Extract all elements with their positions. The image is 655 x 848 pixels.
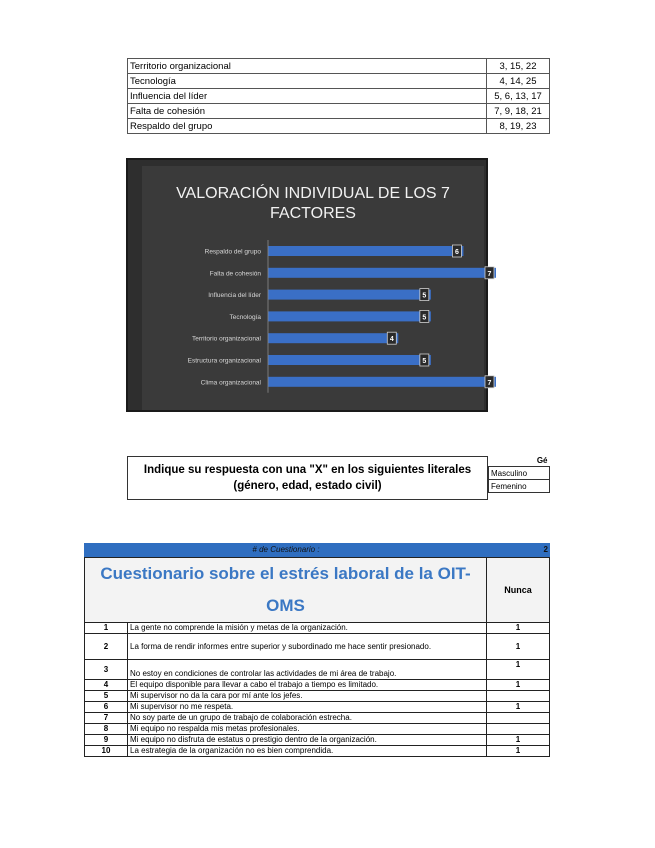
answer-nunca[interactable]: 1 [487, 735, 550, 746]
factor-items: 8, 19, 23 [487, 119, 550, 134]
question-number: 8 [85, 724, 128, 735]
answer-nunca[interactable]: 1 [487, 702, 550, 713]
category-label: Tecnología [229, 313, 261, 321]
data-label: 7 [487, 379, 492, 387]
data-label: 5 [422, 292, 427, 300]
factor-name: Influencia del líder [128, 89, 487, 104]
question-row [85, 691, 550, 702]
question-text: Mi equipo no disfruta de estatus o prestigio dentro de la organización. [128, 735, 487, 746]
question-row [85, 702, 550, 713]
question-text: Mi equipo no respalda mis metas profesionales. [128, 724, 487, 735]
bar [268, 268, 496, 278]
question-number: 5 [85, 691, 128, 702]
questionnaire-table [84, 557, 550, 757]
question-number: 1 [85, 623, 128, 634]
data-label: 7 [487, 270, 492, 278]
question-text: Mi supervisor no da la cara por mí ante los jefes. [128, 691, 487, 702]
genero-table [488, 454, 550, 493]
question-row [85, 713, 550, 724]
question-text: Mi supervisor no me respeta. [128, 702, 487, 713]
question-row [85, 746, 550, 757]
category-label: Influencia del líder [208, 292, 261, 300]
indique-box [127, 456, 488, 500]
question-text: La gente no comprende la misión y metas de la organización. [128, 623, 487, 634]
bar [268, 377, 496, 387]
factor-row [128, 59, 550, 74]
questionnaire-number-bar [84, 543, 550, 557]
question-number: 9 [85, 735, 128, 746]
answer-nunca[interactable] [487, 713, 550, 724]
answer-nunca[interactable]: 1 [487, 680, 550, 691]
answer-nunca[interactable]: 1 [487, 660, 550, 680]
bar [268, 355, 431, 365]
category-label: Estructura organizacional [187, 357, 261, 365]
factor-name: Tecnología [128, 74, 487, 89]
factor-items: 7, 9, 18, 21 [487, 104, 550, 119]
bar [268, 290, 431, 300]
factor-table [127, 58, 550, 134]
bar [268, 311, 431, 321]
indique-line1: Indique su respuesta con una "X" en los siguientes literales [143, 464, 472, 476]
bar [268, 246, 463, 256]
category-label: Territorio organizacional [191, 335, 261, 343]
bar-chart [142, 166, 492, 410]
questionnaire-title: Cuestionario sobre el estrés laboral de la OIT-OMS [85, 558, 487, 623]
factor-row [128, 119, 550, 134]
question-row [85, 724, 550, 735]
genero-option-femenino[interactable]: Femenino [489, 480, 550, 493]
factor-name: Falta de cohesión [128, 104, 487, 119]
question-row [85, 680, 550, 691]
question-number: 6 [85, 702, 128, 713]
factor-items: 4, 14, 25 [487, 74, 550, 89]
question-text: El equipo disponible para llevar a cabo el trabajo a tiempo es limitado. [128, 680, 487, 691]
category-label: Falta de cohesión [209, 270, 261, 278]
data-label: 5 [422, 314, 427, 322]
answer-nunca[interactable] [487, 691, 550, 702]
column-nunca: Nunca [487, 558, 550, 623]
genero-header: Gé [489, 454, 550, 467]
question-number: 2 [85, 634, 128, 660]
chart-title-line2: FACTORES [270, 205, 356, 222]
chart-area [142, 166, 492, 410]
question-number: 10 [85, 746, 128, 757]
genero-option-masculino[interactable]: Masculino [489, 467, 550, 480]
data-label: 5 [422, 358, 427, 365]
question-row [85, 634, 550, 660]
question-text: No soy parte de un grupo de trabajo de colaboración estrecha. [128, 713, 487, 724]
indique-line2: (género, edad, estado civil) [233, 480, 382, 492]
factor-name: Respaldo del grupo [128, 119, 487, 134]
factor-row [128, 74, 550, 89]
factor-row [128, 89, 550, 104]
question-text: No estoy en condiciones de controlar las actividades de mi área de trabajo. [128, 660, 487, 680]
category-label: Respaldo del grupo [204, 248, 261, 256]
factor-name: Territorio organizacional [128, 59, 487, 74]
answer-nunca[interactable]: 1 [487, 746, 550, 757]
questionnaire-number-label: # de Cuestionario : [252, 545, 320, 554]
question-number: 7 [85, 713, 128, 724]
question-row [85, 735, 550, 746]
question-text: La estrategia de la organización no es bien comprendida. [128, 746, 487, 757]
chart-frame [126, 158, 492, 412]
question-row [85, 660, 550, 680]
data-label: 4 [389, 336, 394, 344]
question-row [85, 623, 550, 634]
factor-row [128, 104, 550, 119]
factor-items: 5, 6, 13, 17 [487, 89, 550, 104]
answer-nunca[interactable] [487, 724, 550, 735]
question-number: 3 [85, 660, 128, 680]
questionnaire-number-value: 2 [543, 545, 548, 554]
answer-nunca[interactable]: 1 [487, 634, 550, 660]
chart-title-line1: VALORACIÓN INDIVIDUAL DE LOS 7 [176, 185, 450, 202]
answer-nunca[interactable]: 1 [487, 623, 550, 634]
category-label: Clima organizacional [200, 379, 261, 387]
data-label: 6 [454, 249, 459, 256]
question-number: 4 [85, 680, 128, 691]
question-text: La forma de rendir informes entre superior y subordinado me hace sentir presionado. [128, 634, 487, 660]
bar [268, 333, 398, 343]
factor-items: 3, 15, 22 [487, 59, 550, 74]
